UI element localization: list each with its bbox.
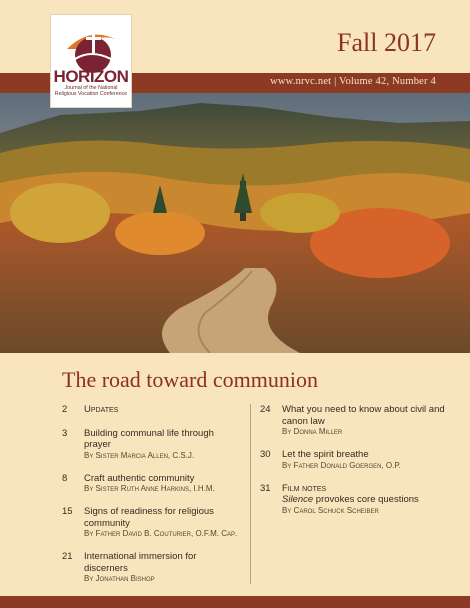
issue-season: Fall 2017	[337, 28, 436, 57]
entry-title: Let the spirit breathe	[282, 449, 369, 460]
contents-entry[interactable]	[260, 404, 450, 437]
entry-title: Building communal life through prayer	[84, 427, 214, 450]
contents-entry[interactable]	[62, 551, 240, 584]
contents-entry[interactable]	[260, 449, 450, 471]
entry-title: Film notes	[282, 482, 327, 494]
issue-info: www.nrvc.net | Volume 42, Number 4	[270, 76, 436, 87]
cover-headline: The road toward communion	[62, 367, 318, 392]
entry-title: Signs of readiness for religious community	[84, 506, 214, 529]
contents-entry[interactable]	[260, 483, 450, 516]
contents-entry[interactable]	[62, 428, 240, 461]
entry-title: Updates	[84, 404, 119, 415]
contents-left-column	[62, 404, 240, 584]
entry-byline: By Carol Schuck Scheiber	[282, 505, 379, 515]
entry-byline: By Sister Marcia Allen, C.S.J.	[84, 450, 195, 460]
entry-subtitle-rest: provokes core questions	[313, 494, 419, 505]
column-divider	[250, 404, 251, 584]
entry-subtitle	[282, 494, 450, 506]
logo-title: HORIZON	[53, 67, 129, 86]
page-number: 24	[260, 404, 271, 415]
entry-title: International immersion for discerners	[84, 551, 197, 574]
page-number: 3	[62, 427, 68, 439]
page-number: 2	[62, 404, 68, 415]
logo-subtitle: Journal of the National Religious Vocation Conference	[54, 85, 128, 97]
contents-entry[interactable]	[62, 404, 240, 416]
page-number: 21	[62, 551, 73, 562]
entry-title: What you need to know about civil and canon law	[282, 404, 445, 427]
page-number: 15	[62, 506, 73, 517]
footer-band	[0, 596, 470, 608]
entry-byline: By Sister Ruth Anne Harkins, I.H.M.	[84, 484, 215, 493]
entry-byline: By Father David B. Couturier, O.F.M. Cap.	[84, 529, 238, 538]
entry-byline: By Father Donald Goergen, O.P.	[282, 460, 401, 470]
horizon-logo	[50, 14, 132, 108]
page-number: 8	[62, 472, 68, 484]
entry-byline: By Donna Miller	[282, 427, 343, 436]
entry-byline: By Jonathan Bishop	[84, 574, 155, 583]
contents-right-column	[260, 404, 450, 516]
contents-entry[interactable]	[62, 473, 240, 495]
page-number: 30	[260, 449, 271, 460]
entry-title: Craft authentic community	[84, 472, 195, 484]
autumn-road-photo	[0, 93, 470, 353]
contents-entry[interactable]	[62, 506, 240, 539]
page-number: 31	[260, 482, 271, 494]
film-title: Silence	[282, 494, 314, 505]
